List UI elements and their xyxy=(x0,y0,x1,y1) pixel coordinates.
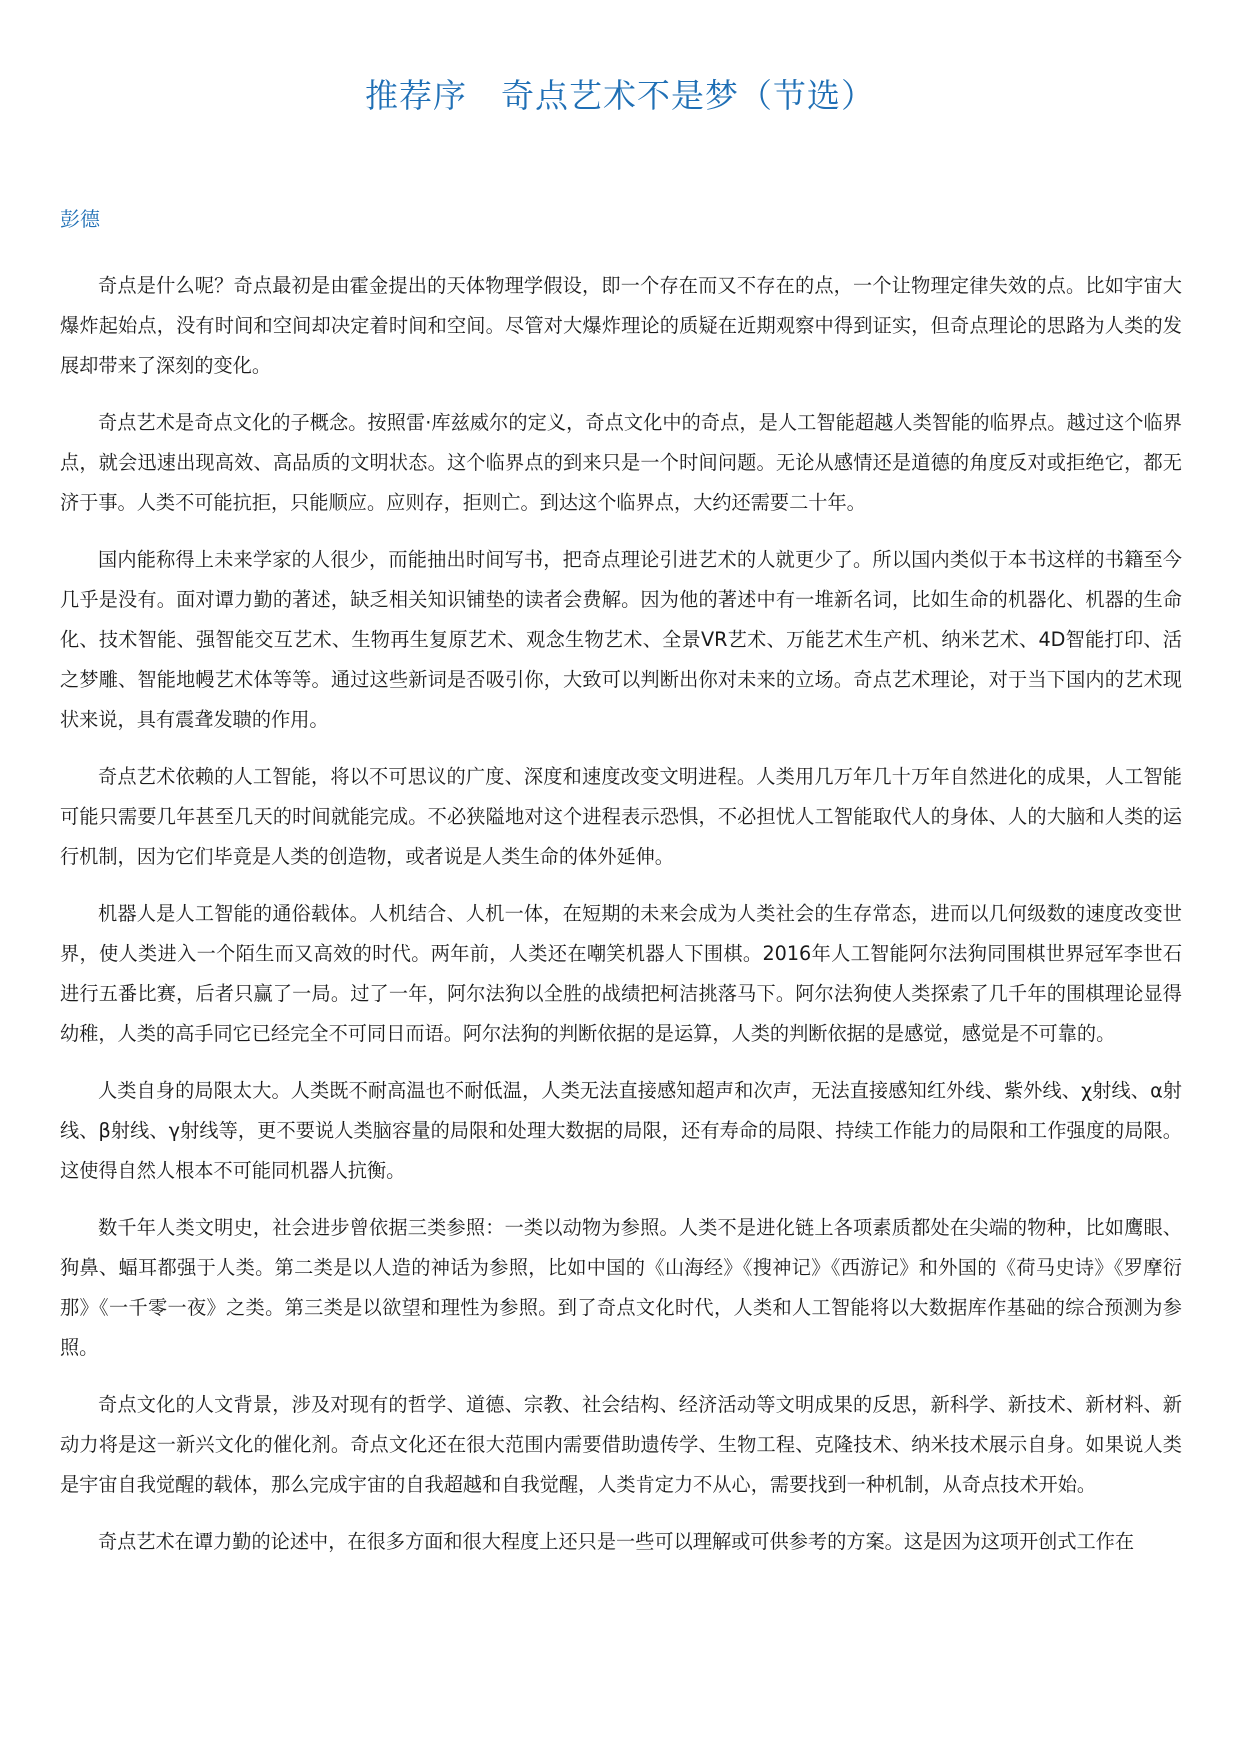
paragraph: 数千年人类文明史，社会进步曾依据三类参照：一类以动物为参照。人类不是进化链上各项素质都处在尖端的物种，比如鹰眼、狗鼻、蝠耳都强于人类。第二类是以人造的神话为参照，比如中国的《山海经》《搜神记》《西游记》和外国的《荷马史诗》《罗摩衍那》《一千零一夜》之类。第三类是以欲望和理性为参照。到了奇点文化时代，人类和人工智能将以大数据库作基础的综合预测为参照。 xyxy=(60,1216,1182,1359)
paragraph: 机器人是人工智能的通俗载体。人机结合、人机一体，在短期的未来会成为人类社会的生存常态，进而以几何级数的速度改变世界，使人类进入一个陌生而又高效的时代。两年前，人类还在嘲笑机器人下围棋。2016年人工智能阿尔法狗同围棋世界冠军李世石进行五番比赛，后者只赢了一局。过了一年，阿尔法狗以全胜的战绩把柯洁挑落马下。阿尔法狗使人类探索了几千年的围棋理论显得幼稚，人类的高手同它已经完全不可同日而语。阿尔法狗的判断依据的是运算，人类的判断依据的是感觉，感觉是不可靠的。 xyxy=(60,902,1182,1045)
paragraph: 奇点艺术依赖的人工智能，将以不可思议的广度、深度和速度改变文明进程。人类用几万年几十万年自然进化的成果，人工智能可能只需要几年甚至几天的时间就能完成。不必狭隘地对这个进程表示恐惧，不必担忧人工智能取代人的身体、人的大脑和人类的运行机制，因为它们毕竟是人类的创造物，或者说是人类生命的体外延伸。 xyxy=(60,765,1182,868)
author-name: 彭德 xyxy=(60,207,100,231)
article-body xyxy=(60,266,1182,1579)
paragraph: 奇点艺术在谭力勤的论述中，在很多方面和很大程度上还只是一些可以理解或可供参考的方案。这是因为这项开创式工作在 xyxy=(98,1530,1135,1553)
paragraph: 奇点是什么呢？奇点最初是由霍金提出的天体物理学假设，即一个存在而又不存在的点，一个让物理定律失效的点。比如宇宙大爆炸起始点，没有时间和空间却决定着时间和空间。尽管对大爆炸理论的质疑在近期观察中得到证实，但奇点理论的思路为人类的发展却带来了深刻的变化。 xyxy=(60,274,1182,377)
paragraph: 奇点文化的人文背景，涉及对现有的哲学、道德、宗教、社会结构、经济活动等文明成果的反思，新科学、新技术、新材料、新动力将是这一新兴文化的催化剂。奇点文化还在很大范围内需要借助遗传学、生物工程、克隆技术、纳米技术展示自身。如果说人类是宇宙自我觉醒的载体，那么完成宇宙的自我超越和自我觉醒，人类肯定力不从心，需要找到一种机制，从奇点技术开始。 xyxy=(60,1393,1182,1496)
page-title: 推荐序 奇点艺术不是梦（节选） xyxy=(365,76,875,115)
paragraph: 人类自身的局限太大。人类既不耐高温也不耐低温，人类无法直接感知超声和次声，无法直接感知红外线、紫外线、χ射线、α射线、β射线、γ射线等，更不要说人类脑容量的局限和处理大数据的局限，还有寿命的局限、持续工作能力的局限和工作强度的局限。这使得自然人根本不可能同机器人抗衡。 xyxy=(60,1079,1182,1182)
paragraph: 国内能称得上未来学家的人很少，而能抽出时间写书，把奇点理论引进艺术的人就更少了。所以国内类似于本书这样的书籍至今几乎是没有。面对谭力勤的著述，缺乏相关知识铺垫的读者会费解。因为他的著述中有一堆新名词，比如生命的机器化、机器的生命化、技术智能、强智能交互艺术、生物再生复原艺术、观念生物艺术、全景VR艺术、万能艺术生产机、纳米艺术、4D智能打印、活之梦雕、智能地幔艺术体等等。通过这些新词是否吸引你，大致可以判断出你对未来的立场。奇点艺术理论，对于当下国内的艺术现状来说，具有震聋发聩的作用。 xyxy=(60,548,1182,731)
paragraph: 奇点艺术是奇点文化的子概念。按照雷·库兹威尔的定义，奇点文化中的奇点，是人工智能超越人类智能的临界点。越过这个临界点，就会迅速出现高效、高品质的文明状态。这个临界点的到来只是一个时间问题。无论从感情还是道德的角度反对或拒绝它，都无济于事。人类不可能抗拒，只能顺应。应则存，拒则亡。到达这个临界点，大约还需要二十年。 xyxy=(60,411,1182,514)
